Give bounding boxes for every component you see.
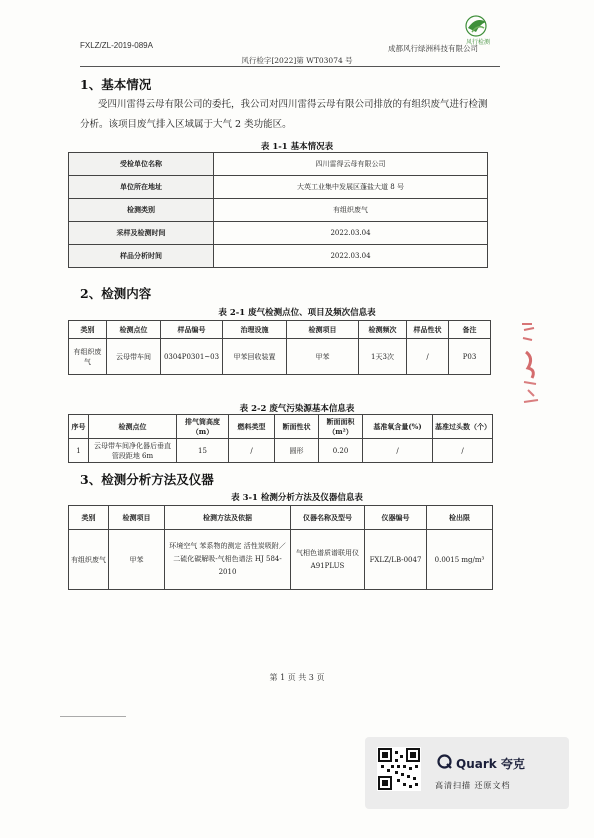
column-header: 检测点位 [89, 415, 177, 439]
cell: 云母带车间 [107, 339, 161, 375]
column-header: 基准过头数（个） [433, 415, 493, 439]
table-header-row [69, 415, 493, 439]
table-header-row [69, 321, 491, 339]
qr-code-icon [377, 747, 421, 791]
table-row [69, 222, 488, 245]
column-header: 检测项目 [109, 506, 165, 530]
table-row [69, 153, 488, 176]
logo-text: 风行检测 [465, 39, 491, 46]
cell: / [363, 439, 433, 463]
column-header: 排气筒高度（m） [177, 415, 229, 439]
cell: FXLZ/LB-0047 [365, 530, 427, 590]
column-header: 治理设施 [223, 321, 287, 339]
quark-brand: Quark 夸克 [456, 757, 525, 771]
column-header: 断面性状 [275, 415, 319, 439]
row-value: 2022.03.04 [214, 222, 488, 245]
cell: 有组织废气 [69, 530, 109, 590]
basic-info-table [68, 152, 488, 268]
row-label: 样品分析时间 [69, 245, 214, 268]
column-header: 断面面积（m²） [319, 415, 363, 439]
cell: 气相色谱质谱联用仪 A91PLUS [291, 530, 365, 590]
seal-stamp-icon [520, 318, 542, 408]
detection-points-table [68, 320, 491, 375]
table-row [69, 439, 493, 463]
cell: 0304P0301~03 [161, 339, 223, 375]
cell: 甲苯回收装置 [223, 339, 287, 375]
table-2-2-caption: 表 2-2 废气污染源基本信息表 [239, 404, 355, 414]
row-value: 有组织废气 [214, 199, 488, 222]
quark-logo-icon [437, 754, 453, 770]
footer-divider [60, 716, 126, 717]
table-2-1-caption: 表 2-1 废气检测点位、项目及频次信息表 [218, 308, 376, 318]
report-number: 风行检字[2022]第 WT03074 号 [241, 56, 353, 65]
table-row [69, 339, 491, 375]
table-1-1-caption: 表 1-1 基本情况表 [260, 142, 334, 152]
cell: 环境空气 苯系物的测定 活性炭吸附／二硫化碳解吸-气相色谱法 HJ 584-2010 [165, 530, 291, 590]
row-label: 采样及检测时间 [69, 222, 214, 245]
row-value: 大英工业集中发展区蓬盐大道 8 号 [214, 176, 488, 199]
pollution-source-table [68, 414, 493, 463]
cell: 云母带车间净化器后垂直管段距地 6m [89, 439, 177, 463]
column-header: 燃料类型 [229, 415, 275, 439]
column-header: 类别 [69, 321, 107, 339]
table-row [69, 530, 493, 590]
section-3-title: 3、检测分析方法及仪器 [80, 472, 214, 487]
cell: 圆形 [275, 439, 319, 463]
intro-paragraph: 受四川雷得云母有限公司的委托，我公司对四川雷得云母有限公司排放的有组织废气进行检测分析。该项目废气排入区域属于大气 2 类功能区。 [80, 99, 488, 130]
column-header: 样品性状 [407, 321, 449, 339]
row-value: 2022.03.04 [214, 245, 488, 268]
section-2-title: 2、检测内容 [80, 286, 152, 301]
cell: 1 [69, 439, 89, 463]
cell: 0.0015 mg/m³ [427, 530, 493, 590]
header-divider [80, 66, 500, 67]
row-label: 单位所在地址 [69, 176, 214, 199]
section-1-title: 1、基本情况 [80, 77, 152, 92]
column-header: 检测方法及依据 [165, 506, 291, 530]
column-header: 基准氧含量(%) [363, 415, 433, 439]
table-row [69, 176, 488, 199]
cell: 1天3次 [359, 339, 407, 375]
column-header: 仪器名称及型号 [291, 506, 365, 530]
document-code: FXLZ/ZL-2019-089A [80, 41, 153, 50]
cell: 甲苯 [287, 339, 359, 375]
table-row [69, 199, 488, 222]
column-header: 序号 [69, 415, 89, 439]
column-header: 样品编号 [161, 321, 223, 339]
cell: / [433, 439, 493, 463]
table-3-1-caption: 表 3-1 检测分析方法及仪器信息表 [231, 493, 363, 503]
quark-tagline: 高清扫描 还原文档 [435, 781, 511, 790]
row-value: 四川雷得云母有限公司 [214, 153, 488, 176]
column-header: 检测项目 [287, 321, 359, 339]
cell: 甲苯 [109, 530, 165, 590]
page-number: 第 1 页 共 3 页 [269, 673, 325, 682]
company-name: 成都风行绿洲科技有限公司 [388, 44, 478, 53]
column-header: 类别 [69, 506, 109, 530]
cell: / [229, 439, 275, 463]
column-header: 检测频次 [359, 321, 407, 339]
column-header: 检测点位 [107, 321, 161, 339]
method-instrument-table [68, 505, 493, 590]
row-label: 检测类别 [69, 199, 214, 222]
cell: 0.20 [319, 439, 363, 463]
column-header: 检出限 [427, 506, 493, 530]
cell: / [407, 339, 449, 375]
column-header: 备注 [449, 321, 491, 339]
cell: 有组织废气 [69, 339, 107, 375]
table-header-row [69, 506, 493, 530]
cell: P03 [449, 339, 491, 375]
row-label: 受检单位名称 [69, 153, 214, 176]
table-row [69, 245, 488, 268]
column-header: 仪器编号 [365, 506, 427, 530]
cell: 15 [177, 439, 229, 463]
company-logo-icon [458, 14, 498, 46]
